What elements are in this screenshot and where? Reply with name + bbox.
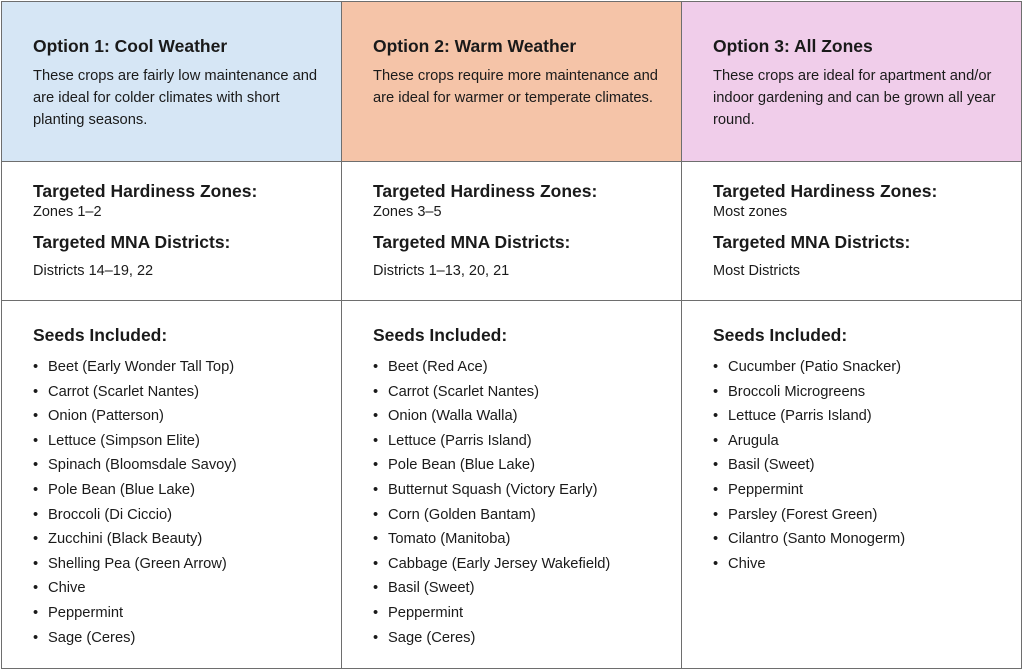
option-3-seeds	[682, 301, 1021, 668]
option-1-header	[2, 2, 342, 162]
mna-districts-heading: Targeted MNA Districts:	[373, 232, 571, 252]
seed-item: • Carrot (Scarlet Nantes)	[33, 380, 327, 405]
hardiness-zones-heading: Targeted Hardiness Zones:	[373, 181, 598, 201]
option-2-title: Option 2: Warm Weather	[373, 36, 577, 56]
seed-item: • Cilantro (Santo Monogerm)	[713, 527, 1007, 552]
seed-item: • Tomato (Manitoba)	[373, 527, 667, 552]
seed-item: • Beet (Early Wonder Tall Top)	[33, 355, 327, 380]
option-1-description: These crops are fairly low maintenance and are ideal for colder climates with short planting seasons.	[33, 68, 318, 128]
option-2-zones	[342, 162, 682, 301]
seeds-heading: Seeds Included:	[713, 325, 848, 345]
option-2-description: These crops require more maintenance and are ideal for warmer or temperate climates.	[373, 68, 658, 106]
seed-item: • Parsley (Forest Green)	[713, 503, 1007, 528]
seed-list	[713, 355, 1007, 576]
hardiness-zones-heading: Targeted Hardiness Zones:	[33, 181, 258, 201]
hardiness-zones-heading: Targeted Hardiness Zones:	[713, 181, 938, 201]
mna-districts-value: Districts 1–13, 20, 21	[373, 263, 510, 279]
seed-item: • Chive	[33, 576, 327, 601]
seed-item: • Peppermint	[33, 601, 327, 626]
option-3-zones	[682, 162, 1021, 301]
seed-item: • Pole Bean (Blue Lake)	[373, 453, 667, 478]
seeds-heading: Seeds Included:	[33, 325, 168, 345]
seed-item: • Cabbage (Early Jersey Wakefield)	[373, 552, 667, 577]
seed-item: • Onion (Walla Walla)	[373, 404, 667, 429]
seed-item: • Spinach (Bloomsdale Savoy)	[33, 453, 327, 478]
seed-item: • Onion (Patterson)	[33, 404, 327, 429]
option-3-description: These crops are ideal for apartment and/or indoor gardening and can be grown all year round.	[713, 68, 996, 128]
seed-item: • Arugula	[713, 429, 1007, 454]
seed-item: • Beet (Red Ace)	[373, 355, 667, 380]
seed-item: • Peppermint	[713, 478, 1007, 503]
seed-options-table	[1, 1, 1022, 669]
mna-districts-heading: Targeted MNA Districts:	[713, 232, 911, 252]
seed-item: • Broccoli (Di Ciccio)	[33, 503, 327, 528]
hardiness-zones-value: Zones 3–5	[373, 204, 442, 220]
seed-item: • Pole Bean (Blue Lake)	[33, 478, 327, 503]
seed-item: • Basil (Sweet)	[373, 576, 667, 601]
mna-districts-heading: Targeted MNA Districts:	[33, 232, 231, 252]
seed-item: • Lettuce (Simpson Elite)	[33, 429, 327, 454]
seed-item: • Carrot (Scarlet Nantes)	[373, 380, 667, 405]
seed-item: • Sage (Ceres)	[33, 626, 327, 651]
seed-item: • Butternut Squash (Victory Early)	[373, 478, 667, 503]
seed-item: • Peppermint	[373, 601, 667, 626]
option-2-seeds	[342, 301, 682, 668]
mna-districts-value: Districts 14–19, 22	[33, 263, 154, 279]
seed-list	[373, 355, 667, 650]
seed-item: • Zucchini (Black Beauty)	[33, 527, 327, 552]
option-3-header	[682, 2, 1021, 162]
option-3-title: Option 3: All Zones	[713, 36, 873, 56]
seed-item: • Corn (Golden Bantam)	[373, 503, 667, 528]
option-1-seeds	[2, 301, 342, 668]
seed-item: • Lettuce (Parris Island)	[373, 429, 667, 454]
seed-item: • Broccoli Microgreens	[713, 380, 1007, 405]
seeds-heading: Seeds Included:	[373, 325, 508, 345]
mna-districts-value: Most Districts	[713, 263, 800, 279]
seed-item: • Shelling Pea (Green Arrow)	[33, 552, 327, 577]
option-1-title: Option 1: Cool Weather	[33, 36, 228, 56]
seed-item: • Sage (Ceres)	[373, 626, 667, 651]
seed-list	[33, 355, 327, 650]
seed-item: • Cucumber (Patio Snacker)	[713, 355, 1007, 380]
option-1-zones	[2, 162, 342, 301]
seed-item: • Chive	[713, 552, 1007, 577]
seed-item: • Lettuce (Parris Island)	[713, 404, 1007, 429]
seed-item: • Basil (Sweet)	[713, 453, 1007, 478]
hardiness-zones-value: Most zones	[713, 204, 788, 220]
option-2-header	[342, 2, 682, 162]
hardiness-zones-value: Zones 1–2	[33, 204, 102, 220]
